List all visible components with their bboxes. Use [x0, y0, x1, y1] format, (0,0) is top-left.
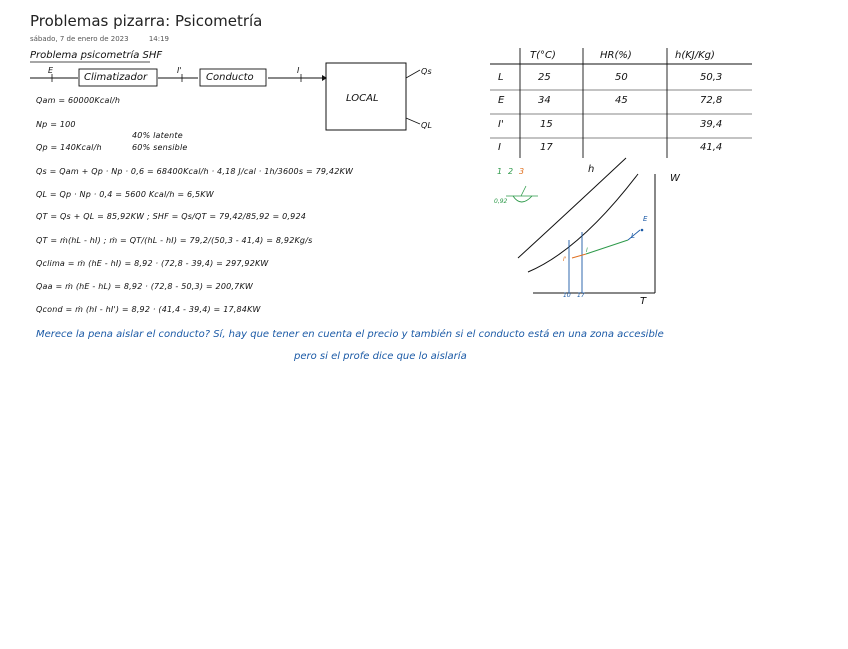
equation-6: QT = Qs + QL = 85,92KW ; SHF = Qs/QT = 79,42/85,92 = 0,924	[36, 212, 307, 221]
equation-7: QT = ṁ(hL - hI) ; ṁ = QT/(hL - hI) = 79,2/(50,3 - 41,4) = 8,92Kg/s	[36, 236, 313, 245]
box-local-label: LOCAL	[346, 93, 379, 104]
equation-2: Np = 100	[36, 120, 76, 129]
answer-line-2: pero si el profe dice que lo aislaría	[294, 351, 467, 362]
chart-w-label: W	[670, 173, 680, 184]
table-cell: 17	[540, 142, 553, 153]
table-cell: 39,4	[700, 119, 723, 130]
equation-5: QL = Qp · Np · 0,4 = 5600 Kcal/h = 6,5KW	[36, 190, 214, 199]
chart-h-label: h	[588, 164, 595, 175]
chart-point-l: L	[631, 232, 635, 240]
problem-heading: Problema psicometría SHF	[30, 50, 163, 61]
table-cell: 15	[540, 119, 553, 130]
equation-9: Qaa = ṁ (hE - hL) = 8,92 · (72,8 - 50,3) = 200,7KW	[36, 282, 254, 291]
chart-point-e: E	[643, 215, 648, 223]
note-latent: 40% latente	[132, 131, 183, 140]
table-cell: 45	[615, 95, 628, 106]
label-state-e: E	[48, 66, 54, 75]
page-time: 14:19	[148, 35, 169, 43]
chart-legend-3: 3	[519, 167, 525, 176]
chart-point-i: I	[586, 247, 588, 254]
page-title: Problemas pizarra: Psicometría	[30, 12, 263, 30]
note-sensible: 60% sensible	[132, 143, 188, 152]
equation-3: Qp = 140Kcal/h	[36, 143, 102, 152]
answer-line-1: Merece la pena aislar el conducto? Sí, hay que tener en cuenta el precio y también si el conducto está en una zona accesible	[36, 329, 664, 340]
equation-8: Qclima = ṁ (hE - hI) = 8,92 · (72,8 - 39,4) = 297,92KW	[36, 259, 269, 268]
table-row-label: E	[498, 95, 505, 106]
table-cell: 72,8	[700, 95, 723, 106]
equation-1: Qam = 60000Kcal/h	[36, 96, 121, 105]
table-header-t: T(°C)	[530, 50, 556, 61]
table-cell: 50,3	[700, 72, 723, 83]
table-header-h: h(KJ/Kg)	[675, 50, 715, 61]
table-row-label: I'	[498, 119, 504, 130]
chart-t-label: T	[640, 296, 647, 307]
equation-10: Qcond = ṁ (hI - hI') = 8,92 · (41,4 - 39,4) = 17,84KW	[36, 305, 261, 314]
page-date: sábado, 7 de enero de 2023	[30, 35, 129, 43]
table-cell: 34	[538, 95, 551, 106]
label-state-i-prime: I'	[177, 66, 182, 75]
chart-tick-17: 17	[577, 292, 585, 299]
table-row-label: L	[498, 72, 504, 83]
table-cell: 41,4	[700, 142, 723, 153]
chart-legend-1: 1	[497, 167, 503, 176]
box-conducto-label: Conducto	[206, 72, 254, 83]
label-state-i: I	[297, 66, 300, 75]
table-cell: 50	[615, 72, 628, 83]
table-cell: 25	[538, 72, 551, 83]
chart-angle-label: 0,92	[494, 198, 508, 205]
table-header-hr: HR(%)	[600, 50, 632, 61]
label-ql: QL	[421, 121, 433, 130]
equation-4: Qs = Qam + Qp · Np · 0,6 = 68400Kcal/h · 4,18 J/cal · 1h/3600s = 79,42KW	[36, 167, 354, 176]
chart-point-i-prime: I'	[563, 256, 567, 263]
chart-tick-10: 10	[563, 292, 571, 299]
box-climatizador-label: Climatizador	[84, 72, 148, 83]
chart-legend-2: 2	[508, 167, 514, 176]
table-row-label: I	[498, 142, 501, 153]
label-qs: Qs	[421, 67, 432, 76]
